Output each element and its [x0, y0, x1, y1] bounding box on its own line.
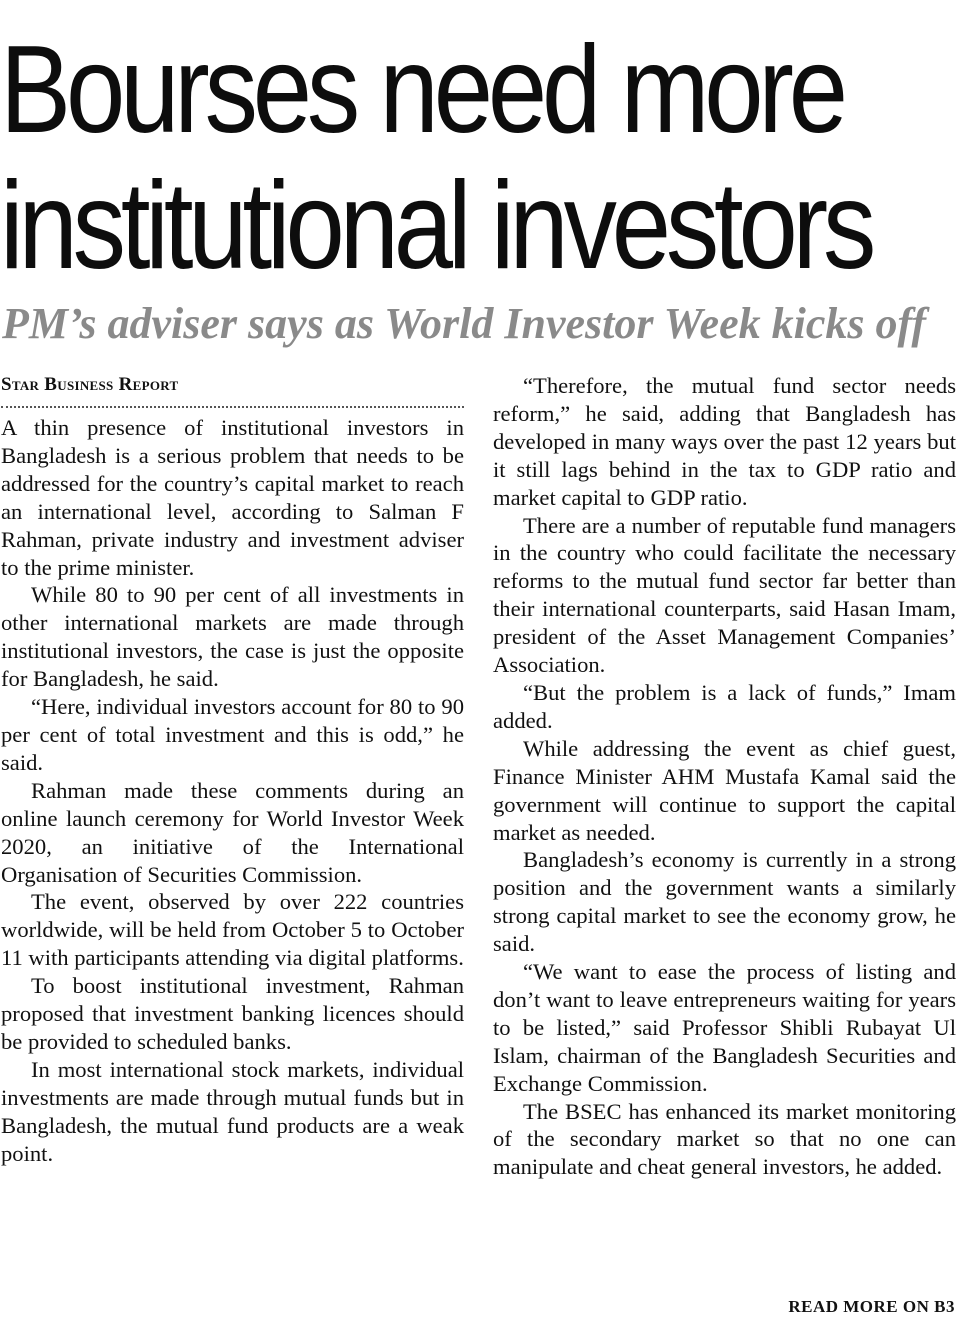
paragraph: The BSEC has enhanced its market monitoring of the secondary market so that no one can manipulate and cheat general investors, he added. — [493, 1098, 956, 1180]
paragraph: Rahman made these comments during an online launch ceremony for World Investor Week 2020, an initiative of the International Organisation of Securities Commission. — [1, 777, 464, 887]
paragraph: The event, observed by over 222 countries worldwide, will be held from October 5 to October 11 with participants attending via digital platforms. — [1, 889, 464, 971]
headline — [0, 21, 872, 295]
paragraph: “We want to ease the process of listing and don’t want to leave entrepreneurs waiting for years to be listed,” said Professor Shibli Rubayat Ul Islam, chairman of the Bangladesh Securities and Exchange Commission. — [493, 959, 956, 1096]
paragraph: In most international stock markets, individual investments are made through mutual funds but in Bangladesh, the mutual fund products are a weak point. — [1, 1056, 464, 1166]
article-column-right — [493, 372, 956, 1181]
paragraph: “Therefore, the mutual fund sector needs reform,” he said, adding that Bangladesh has developed in many ways over the past 12 years but it still lags behind in the tax to GDP ratio and market capital to GDP ratio. — [493, 373, 956, 510]
article-column-left — [1, 372, 464, 1167]
paragraph: Bangladesh’s economy is currently in a strong position and the government wants a similarly strong capital market to see the economy grow, he said. — [493, 847, 956, 957]
byline: Star Business Report — [1, 372, 464, 408]
paragraph: “Here, individual investors account for 80 to 90 per cent of total investment and this is odd,” he said. — [1, 694, 464, 775]
paragraph: There are a number of reputable fund managers in the country who could facilitate the necessary reforms to the mutual fund sector far better than their international counterparts, said Hasan Imam, president of the Asset Management Companies’ Association. — [493, 512, 956, 678]
paragraph: While addressing the event as chief guest, Finance Minister AHM Mustafa Kamal said the government will continue to support the capital market as needed. — [493, 735, 956, 845]
paragraph: While 80 to 90 per cent of all investments in other international markets are made through institutional investors, the case is just the opposite for Bangladesh, he said. — [1, 582, 464, 692]
paragraph: A thin presence of institutional investors in Bangladesh is a serious problem that needs to be addressed for the country’s capital market to reach an international level, according to Salman F Rahman, private industry and investment adviser to the prime minister. — [1, 415, 464, 580]
paragraph: “But the problem is a lack of funds,” Imam added. — [493, 679, 956, 733]
read-more-link[interactable]: READ MORE ON B3 — [788, 1297, 955, 1316]
headline-line-2: institutional investors — [0, 157, 872, 295]
headline-line-1: Bourses need more — [0, 21, 843, 159]
subheadline: PM’s adviser says as World Investor Week kicks off — [2, 299, 926, 348]
paragraph: To boost institutional investment, Rahman proposed that investment banking licences should be provided to scheduled banks. — [1, 973, 464, 1054]
